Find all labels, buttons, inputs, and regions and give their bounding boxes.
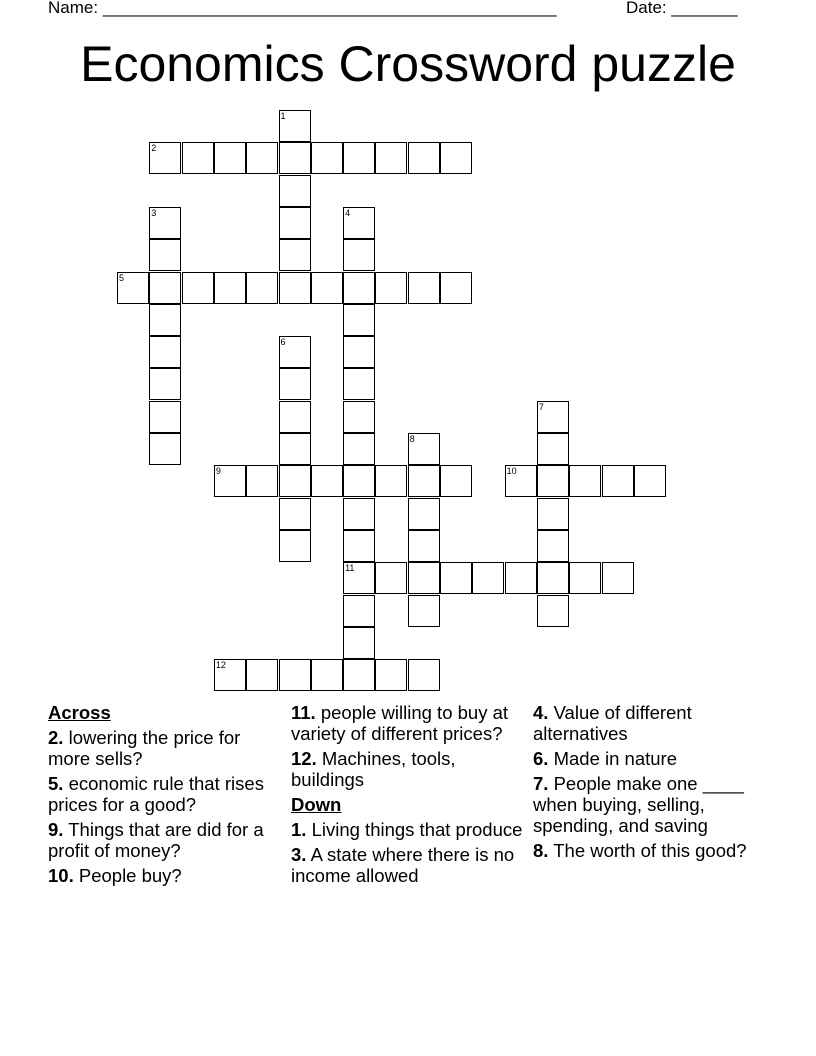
clue-text: People make one ____ when buying, selling, spending, and saving: [533, 773, 744, 836]
clue-text: economic rule that rises prices for a good?: [48, 773, 264, 815]
crossword-cell[interactable]: [472, 562, 504, 594]
clue-number-label: 7: [538, 401, 544, 412]
clue-text: people willing to buy at variety of different prices?: [291, 702, 509, 744]
clue-text: The worth of this good?: [553, 840, 747, 861]
clue-down-6: [533, 748, 765, 769]
crossword-cell[interactable]: [311, 659, 343, 691]
crossword-cell[interactable]: [343, 207, 375, 239]
crossword-cell[interactable]: [343, 433, 375, 465]
crossword-cell[interactable]: [343, 272, 375, 304]
crossword-cell[interactable]: [214, 142, 246, 174]
crossword-cell[interactable]: [182, 142, 214, 174]
clue-column-3: [533, 702, 765, 865]
clue-number: 9.: [48, 819, 64, 840]
crossword-cell[interactable]: [375, 659, 407, 691]
clue-across-12: [291, 748, 523, 790]
crossword-cell[interactable]: [343, 142, 375, 174]
crossword-cell[interactable]: [279, 175, 311, 207]
crossword-cell[interactable]: [149, 239, 181, 271]
crossword-cell[interactable]: [408, 433, 440, 465]
crossword-cell[interactable]: [343, 336, 375, 368]
crossword-cell[interactable]: [408, 530, 440, 562]
clue-down-8: [533, 840, 765, 861]
crossword-cell[interactable]: [214, 272, 246, 304]
crossword-cell[interactable]: [343, 239, 375, 271]
crossword-cell[interactable]: [440, 465, 472, 497]
crossword-cell[interactable]: [343, 368, 375, 400]
crossword-cell[interactable]: [311, 465, 343, 497]
clue-text: People buy?: [78, 865, 182, 886]
crossword-cell[interactable]: [602, 562, 634, 594]
crossword-cell[interactable]: [149, 368, 181, 400]
clue-text: Machines, tools, buildings: [291, 748, 456, 790]
crossword-cell[interactable]: [343, 595, 375, 627]
crossword-cell[interactable]: [375, 562, 407, 594]
page-title: Economics Crossword puzzle: [80, 36, 736, 92]
clue-number-label: 3: [151, 207, 157, 218]
crossword-cell[interactable]: [343, 530, 375, 562]
clue-text: Value of different alternatives: [533, 702, 692, 744]
clue-number-label: 9: [215, 466, 221, 477]
crossword-cell[interactable]: [505, 562, 537, 594]
clue-across-5: [48, 773, 280, 815]
crossword-cell[interactable]: [537, 530, 569, 562]
crossword-cell[interactable]: [149, 433, 181, 465]
crossword-cell[interactable]: [279, 530, 311, 562]
crossword-cell[interactable]: [537, 401, 569, 433]
crossword-cell[interactable]: [408, 272, 440, 304]
crossword-cell[interactable]: [279, 142, 311, 174]
crossword-cell[interactable]: [149, 207, 181, 239]
across-heading: Across: [48, 702, 111, 723]
clue-down-7: [533, 773, 765, 836]
down-heading: Down: [291, 794, 342, 815]
clue-number: 3.: [291, 844, 307, 865]
crossword-cell[interactable]: [537, 433, 569, 465]
crossword-cell[interactable]: [149, 304, 181, 336]
crossword-cell[interactable]: [537, 595, 569, 627]
clue-text: Living things that produce: [311, 819, 523, 840]
crossword-cell[interactable]: [408, 562, 440, 594]
crossword-cell[interactable]: [375, 272, 407, 304]
clue-number: 7.: [533, 773, 549, 794]
clue-column-1: [48, 702, 280, 890]
crossword-cell[interactable]: [279, 433, 311, 465]
clue-number: 4.: [533, 702, 549, 723]
crossword-cell[interactable]: [246, 272, 278, 304]
crossword-cell[interactable]: [440, 272, 472, 304]
clue-number-label: 8: [409, 434, 415, 444]
clue-text: Things that are did for a profit of money?: [48, 819, 264, 861]
clue-number: 1.: [291, 819, 307, 840]
crossword-cell[interactable]: [279, 336, 311, 368]
clue-number-label: 10: [506, 466, 517, 477]
clue-number: 11.: [291, 702, 316, 723]
clue-down-4: [533, 702, 765, 744]
crossword-cell[interactable]: [343, 498, 375, 530]
crossword-cell[interactable]: [149, 401, 181, 433]
clue-number: 2.: [48, 727, 64, 748]
clue-column-2: [291, 702, 523, 890]
clue-text: A state where there is no income allowed: [291, 844, 515, 886]
clue-down-3: [291, 844, 523, 886]
clue-number-label: 2: [151, 143, 157, 154]
clue-number-label: 6: [280, 337, 286, 348]
crossword-cell[interactable]: [279, 239, 311, 271]
crossword-cell[interactable]: [279, 368, 311, 400]
clue-number: 10.: [48, 865, 74, 886]
clue-number-label: 1: [280, 111, 286, 121]
crossword-cell[interactable]: [246, 659, 278, 691]
crossword-cell[interactable]: [343, 562, 375, 594]
clue-number: 5.: [48, 773, 64, 794]
clue-down-1: [291, 819, 523, 840]
crossword-cell[interactable]: [214, 465, 246, 497]
crossword-cell[interactable]: [537, 562, 569, 594]
crossword-cell[interactable]: [246, 465, 278, 497]
crossword-cell[interactable]: [311, 272, 343, 304]
date-label: Date:: [626, 0, 667, 17]
crossword-cell[interactable]: [569, 465, 601, 497]
name-label: Name:: [48, 0, 99, 17]
crossword-cell[interactable]: [343, 465, 375, 497]
crossword-cell[interactable]: [117, 272, 149, 304]
crossword-cell[interactable]: [279, 401, 311, 433]
crossword-cell[interactable]: [214, 659, 246, 691]
clue-number: 12.: [291, 748, 317, 769]
crossword-cell[interactable]: [279, 498, 311, 530]
crossword-cell[interactable]: [440, 562, 472, 594]
crossword-cell[interactable]: [279, 465, 311, 497]
crossword-cell[interactable]: [505, 465, 537, 497]
crossword-cell[interactable]: [537, 465, 569, 497]
clue-across-11: [291, 702, 523, 744]
clue-text: Made in nature: [553, 748, 677, 769]
clue-number: 8.: [533, 840, 549, 861]
crossword-cell[interactable]: [279, 207, 311, 239]
crossword-cell[interactable]: [343, 659, 375, 691]
crossword-cell[interactable]: [634, 465, 666, 497]
crossword-cell[interactable]: [343, 304, 375, 336]
crossword-cell[interactable]: [279, 110, 311, 142]
crossword-cell[interactable]: [408, 595, 440, 627]
clue-number: 6.: [533, 748, 549, 769]
clue-number-label: 11: [345, 563, 355, 574]
crossword-cell[interactable]: [602, 465, 634, 497]
crossword-cell[interactable]: [311, 142, 343, 174]
crossword-cell[interactable]: [569, 562, 601, 594]
date-field[interactable]: _______: [671, 0, 738, 17]
clue-text: lowering the price for more sells?: [48, 727, 241, 769]
crossword-cell[interactable]: [246, 142, 278, 174]
clue-number-label: 5: [119, 272, 125, 283]
crossword-cell[interactable]: [149, 336, 181, 368]
name-field[interactable]: ________________________________________________: [102, 0, 557, 17]
clue-across-9: [48, 819, 280, 861]
crossword-cell[interactable]: [343, 627, 375, 659]
crossword-cell[interactable]: [375, 142, 407, 174]
crossword-cell[interactable]: [408, 465, 440, 497]
crossword-cell[interactable]: [408, 142, 440, 174]
crossword-cell[interactable]: [182, 272, 214, 304]
crossword-cell[interactable]: [408, 498, 440, 530]
clue-number-label: 12: [215, 660, 226, 671]
crossword-cell[interactable]: [279, 659, 311, 691]
crossword-cell[interactable]: [537, 498, 569, 530]
crossword-cell[interactable]: [343, 401, 375, 433]
crossword-cell[interactable]: [440, 142, 472, 174]
clue-across-2: [48, 727, 280, 769]
crossword-cell[interactable]: [375, 465, 407, 497]
crossword-cell[interactable]: [149, 142, 181, 174]
crossword-cell[interactable]: [408, 659, 440, 691]
clue-across-10: [48, 865, 280, 886]
clue-number-label: 4: [345, 207, 351, 218]
crossword-cell[interactable]: [279, 272, 311, 304]
crossword-cell[interactable]: [149, 272, 181, 304]
